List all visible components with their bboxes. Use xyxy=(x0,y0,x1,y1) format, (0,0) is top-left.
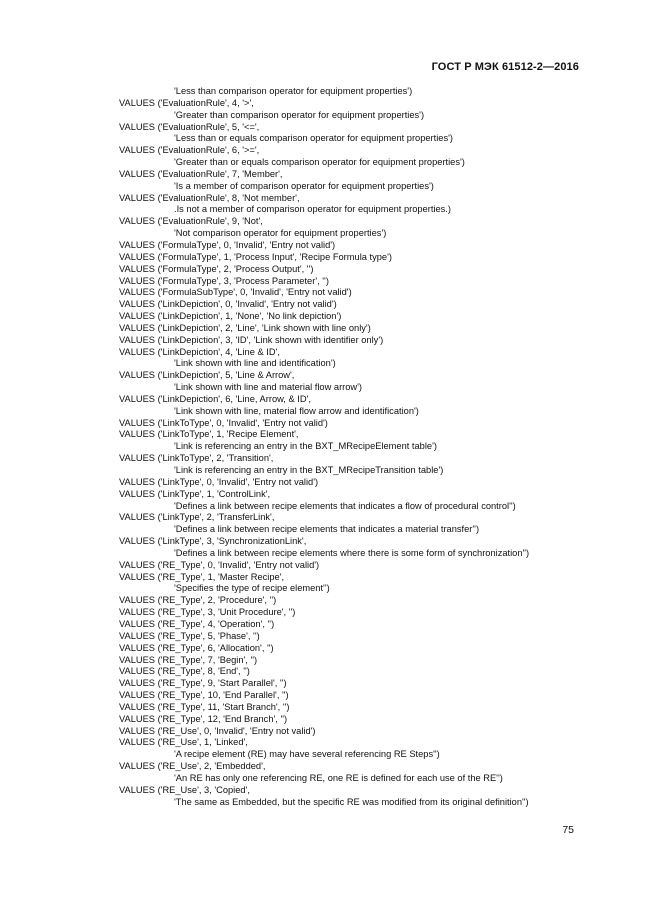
code-line: VALUES ('EvaluationRule', 5, '<=', xyxy=(119,121,260,132)
code-line: VALUES ('LinkDepiction', 4, 'Line & ID', xyxy=(119,346,280,357)
code-line: VALUES ('RE_Use', 3, 'Copied', xyxy=(119,784,250,795)
code-line: VALUES ('RE_Type', 12, 'End Branch', '') xyxy=(119,713,288,724)
code-line-continuation: 'The same as Embedded, but the specific RE was modified from its original definition'') xyxy=(174,796,529,807)
code-line: VALUES ('LinkDepiction', 1, 'None', 'No link depiction') xyxy=(119,311,342,322)
code-line-continuation: 'Defines a link between recipe elements that indicates a material transfer'') xyxy=(174,524,480,535)
code-line: VALUES ('EvaluationRule', 4, '>', xyxy=(119,97,254,108)
code-line: VALUES ('EvaluationRule', 9, 'Not', xyxy=(119,216,263,227)
code-line-continuation: 'Less than comparison operator for equipment properties') xyxy=(174,86,413,96)
code-line-continuation: 'Link is referencing an entry in the BXT_MRecipeTransition table') xyxy=(174,465,444,475)
code-line-continuation: 'Greater than comparison operator for equipment properties') xyxy=(174,109,425,120)
code-line-continuation: 'Defines a link between recipe elements that indicates a flow of procedural control'') xyxy=(174,500,516,511)
code-line: VALUES ('RE_Type', 9, 'Start Parallel', '') xyxy=(119,678,287,689)
code-line: VALUES ('RE_Type', 5, 'Phase', '') xyxy=(119,630,260,641)
code-line: VALUES ('EvaluationRule', 6, '>=', xyxy=(119,145,260,156)
code-line: VALUES ('FormulaType', 3, 'Process Parameter', '') xyxy=(119,275,329,286)
code-line: VALUES ('LinkType', 1, 'ControlLink', xyxy=(119,488,271,499)
code-line: VALUES ('LinkToType', 0, 'Invalid', 'Entry not valid') xyxy=(119,417,328,428)
code-line-continuation: 'Less than or equals comparison operator for equipment properties') xyxy=(174,133,453,144)
code-line: VALUES ('RE_Type', 7, 'Begin', '') xyxy=(119,654,258,665)
code-line-continuation: 'Not comparison operator for equipment properties') xyxy=(174,228,387,239)
code-line: VALUES ('LinkType', 0, 'Invalid', 'Entry not valid') xyxy=(119,476,319,487)
code-listing xyxy=(119,86,589,808)
code-line: VALUES ('RE_Use', 0, 'Invalid', 'Entry not valid') xyxy=(119,725,316,736)
page-number: 75 xyxy=(562,824,574,836)
code-line: VALUES ('LinkType', 2, 'TransferLink', xyxy=(119,512,275,523)
code-line: VALUES ('RE_Type', 0, 'Invalid', 'Entry not valid') xyxy=(119,559,320,570)
code-line: VALUES ('RE_Type', 3, 'Unit Procedure', '') xyxy=(119,607,296,618)
code-line-continuation: 'Defines a link between recipe elements where there is some form of synchronization'') xyxy=(174,547,530,558)
code-line: VALUES ('LinkToType', 2, 'Transition', xyxy=(119,453,274,464)
code-line: VALUES ('LinkToType', 1, 'Recipe Element', xyxy=(119,429,299,440)
code-line: VALUES ('RE_Type', 8, 'End', '') xyxy=(119,666,250,677)
code-line: VALUES ('LinkDepiction', 2, 'Line', 'Link shown with line only') xyxy=(119,322,371,333)
code-line: VALUES ('RE_Type', 4, 'Operation', '') xyxy=(119,618,275,629)
code-line: VALUES ('LinkType', 3, 'SynchronizationLink', xyxy=(119,536,307,547)
code-line: VALUES ('FormulaType', 0, 'Invalid', 'Entry not valid') xyxy=(119,239,336,250)
code-line-continuation: .Is not a member of comparison operator for equipment properties.) xyxy=(174,204,451,215)
code-line-continuation: 'Specifies the type of recipe element'') xyxy=(174,583,330,594)
code-line-continuation: 'Link shown with line and identification') xyxy=(174,358,336,369)
code-line: VALUES ('RE_Use', 1, 'Linked', xyxy=(119,737,248,748)
code-line-continuation: 'Is a member of comparison operator for equipment properties') xyxy=(174,180,434,191)
code-line-continuation: 'Greater than or equals comparison operator for equipment properties') xyxy=(174,157,465,168)
document-header: ГОСТ Р МЭК 61512-2—2016 xyxy=(431,61,579,73)
code-line: VALUES ('RE_Type', 1, 'Master Recipe', xyxy=(119,571,285,582)
code-line: VALUES ('FormulaSubType', 0, 'Invalid', 'Entry not valid') xyxy=(119,287,352,298)
code-line: VALUES ('RE_Type', 2, 'Procedure', '') xyxy=(119,595,277,606)
code-line-continuation: 'Link shown with line, material flow arrow and identification') xyxy=(174,405,419,416)
code-line-continuation: 'A recipe element (RE) may have several referencing RE Steps'') xyxy=(174,749,440,760)
code-line: VALUES ('RE_Use', 2, 'Embedded', xyxy=(119,761,266,772)
code-line: VALUES ('RE_Type', 10, 'End Parallel', '') xyxy=(119,690,289,701)
code-line: VALUES ('LinkDepiction', 3, 'ID', 'Link shown with identifier only') xyxy=(119,334,384,345)
code-line-continuation: 'Link is referencing an entry in the BXT_MRecipeElement table') xyxy=(174,441,437,452)
code-line: VALUES ('RE_Type', 6, 'Allocation', '') xyxy=(119,642,274,653)
code-line: VALUES ('EvaluationRule', 7, 'Member', xyxy=(119,168,283,179)
code-line: VALUES ('FormulaType', 2, 'Process Output', '') xyxy=(119,263,314,274)
code-line: VALUES ('LinkDepiction', 5, 'Line & Arrow', xyxy=(119,370,295,381)
code-line: VALUES ('RE_Type', 11, 'Start Branch', '') xyxy=(119,701,290,712)
code-line-continuation: 'Link shown with line and material flow arrow') xyxy=(174,382,363,393)
code-line: VALUES ('EvaluationRule', 8, 'Not member', xyxy=(119,192,300,203)
code-line: VALUES ('LinkDepiction', 6, 'Line, Arrow, & ID', xyxy=(119,393,311,404)
code-line: VALUES ('FormulaType', 1, 'Process Input', 'Recipe Formula type') xyxy=(119,251,392,262)
code-line-continuation: 'An RE has only one referencing RE, one RE is defined for each use of the RE'') xyxy=(174,772,503,783)
code-line: VALUES ('LinkDepiction', 0, 'Invalid', 'Entry not valid') xyxy=(119,299,337,310)
